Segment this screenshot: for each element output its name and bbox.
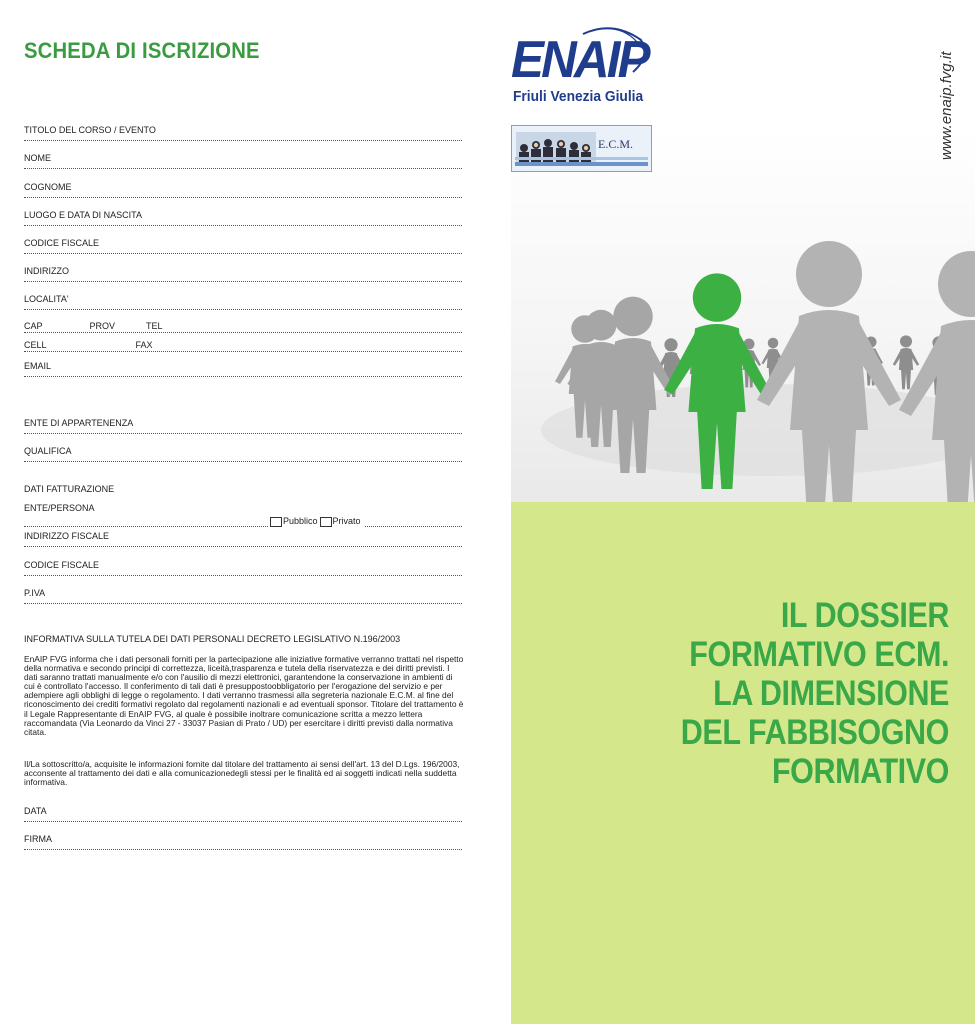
field-email[interactable] bbox=[24, 361, 462, 377]
field-label: QUALIFICA bbox=[24, 446, 72, 456]
form-title: SCHEDA DI ISCRIZIONE bbox=[24, 38, 260, 63]
field-firma[interactable] bbox=[24, 834, 462, 850]
cover-title-line: FORMATIVO bbox=[771, 751, 949, 791]
field-label: NOME bbox=[24, 153, 51, 163]
privacy-text: EnAIP FVG informa che i dati personali forniti per la partecipazione alle iniziative formative verranno trattati nel rispetto della normativa e secondo principi di correttezza, liceità,trasparenza e tutela della riservatezza e dei diritti previsti. I dati saranno trattati manualmente e/o con l'ausilio di mezzi elettronici, garantendone la conservazione in ambienti di cui è controllato l'accesso. Il conferimento di tali dati è presuppostoobbligatorio per l'erogazione del servizio e per adempiere agli obblighi di legge o regolamento. I dati verranno trasmessi alla segreteria nazionale E.C.M. al fine del riconoscimento dei crediti formativi regolato dal regolamenti nazionali e ad eventuali sponsor. Titolare del trattamento è il Legale Rappresentante di EnAIP FVG, al quale è possibile inoltrare comunicazione scritta a mezzo lettera raccomandata (Via Leonardo da Vinci 27 - 33037 Pasian di Prato / UD) per esercitare i diritti previsti dalla normativa citata. bbox=[24, 654, 464, 737]
dotted-line bbox=[24, 306, 462, 310]
website-link[interactable]: www.enaip.fvg.it bbox=[938, 51, 955, 160]
privacy-title: INFORMATIVA SULLA TUTELA DEI DATI PERSONALI DECRETO LEGISLATIVO N.196/2003 bbox=[24, 634, 401, 644]
field-data[interactable] bbox=[24, 806, 462, 822]
field-indirizzo[interactable] bbox=[24, 266, 462, 282]
field-label: LUOGO E DATA DI NASCITA bbox=[24, 210, 143, 220]
field-piva[interactable] bbox=[24, 588, 462, 604]
field-qualifica[interactable] bbox=[24, 446, 462, 462]
enaip-logo[interactable] bbox=[511, 22, 661, 112]
field-label: CODICE FISCALE bbox=[24, 560, 100, 570]
cover-panel bbox=[490, 0, 975, 1024]
field-codice-fiscale-fatt[interactable] bbox=[24, 560, 462, 576]
field-titolo[interactable] bbox=[24, 125, 462, 141]
cell-label: CELL bbox=[24, 340, 47, 350]
cover-title-line: DEL FABBISOGNO bbox=[680, 712, 949, 752]
cover-title bbox=[490, 596, 949, 791]
privato-checkbox[interactable] bbox=[320, 517, 332, 527]
cover-title-line: LA DIMENSIONE bbox=[713, 673, 949, 713]
tel-label: TEL bbox=[146, 321, 163, 331]
section-fatturazione bbox=[24, 484, 462, 496]
dotted-line bbox=[24, 222, 462, 226]
cover-title-line: IL DOSSIER bbox=[780, 595, 949, 635]
dotted-line bbox=[24, 515, 462, 527]
ecm-badge bbox=[511, 125, 652, 172]
section-label: DATI FATTURAZIONE bbox=[24, 484, 115, 494]
field-label: CODICE FISCALE bbox=[24, 238, 100, 248]
consent-text: Il/La sottoscritto/a, acquisite le informazioni fornite dal titolare del trattamento ai sensi dell'art. 13 del D.Lgs. 196/2003, acconsente al trattamento dei dati e alla comunicazionedegli stessi per le finalità ed ai soggetti indicati nella suddetta informativa. bbox=[24, 759, 460, 788]
dotted-line bbox=[24, 430, 462, 434]
dotted-line bbox=[24, 137, 462, 141]
field-cell-fax[interactable] bbox=[24, 340, 462, 352]
field-nascita[interactable] bbox=[24, 210, 462, 226]
dotted-line bbox=[24, 194, 462, 198]
field-label: P.IVA bbox=[24, 588, 46, 598]
field-label: COGNOME bbox=[24, 182, 72, 192]
dotted-line bbox=[24, 373, 462, 377]
privato-label: Privato bbox=[332, 516, 361, 526]
fax-label: FAX bbox=[135, 340, 153, 350]
field-ente[interactable] bbox=[24, 418, 462, 434]
dotted-line bbox=[24, 600, 462, 604]
ecm-label: E.C.M. bbox=[598, 137, 634, 151]
field-label: TITOLO DEL CORSO / EVENTO bbox=[24, 125, 156, 135]
dotted-line bbox=[24, 818, 462, 822]
dotted-line bbox=[24, 846, 462, 850]
dotted-line bbox=[24, 572, 462, 576]
dotted-line bbox=[24, 458, 462, 462]
dotted-line bbox=[24, 165, 462, 169]
pubblico-checkbox[interactable] bbox=[270, 517, 282, 527]
dotted-line bbox=[24, 250, 462, 254]
field-label: DATA bbox=[24, 806, 47, 816]
logo-subtitle: Friuli Venezia Giulia bbox=[513, 89, 644, 105]
logo-wordmark: ENAIP bbox=[511, 31, 648, 89]
pubblico-label: Pubblico bbox=[283, 516, 318, 526]
dotted-line bbox=[24, 543, 462, 547]
field-codice-fiscale[interactable] bbox=[24, 238, 462, 254]
field-cap-prov-tel[interactable] bbox=[24, 321, 462, 333]
cap-label: CAP bbox=[24, 321, 43, 331]
field-label: ENTE/PERSONA bbox=[24, 503, 95, 513]
field-ente-persona[interactable] bbox=[24, 503, 462, 527]
prov-label: PROV bbox=[89, 321, 116, 331]
field-label: LOCALITA' bbox=[24, 294, 69, 304]
field-localita[interactable] bbox=[24, 294, 462, 310]
cover-title-line: FORMATIVO ECM. bbox=[689, 634, 949, 674]
people-circle-illustration bbox=[511, 130, 975, 502]
field-nome[interactable] bbox=[24, 153, 462, 169]
field-label: ENTE DI APPARTENENZA bbox=[24, 418, 134, 428]
field-indirizzo-fiscale[interactable] bbox=[24, 531, 462, 547]
ecm-band-light bbox=[515, 157, 648, 160]
hero-illustration bbox=[511, 130, 975, 502]
field-label: EMAIL bbox=[24, 361, 52, 371]
tipo-ente-options bbox=[268, 516, 365, 527]
field-label: INDIRIZZO FISCALE bbox=[24, 531, 110, 541]
field-label: INDIRIZZO bbox=[24, 266, 69, 276]
ecm-band bbox=[515, 162, 648, 166]
dotted-line bbox=[24, 278, 462, 282]
field-label: FIRMA bbox=[24, 834, 52, 844]
field-cognome[interactable] bbox=[24, 182, 462, 198]
